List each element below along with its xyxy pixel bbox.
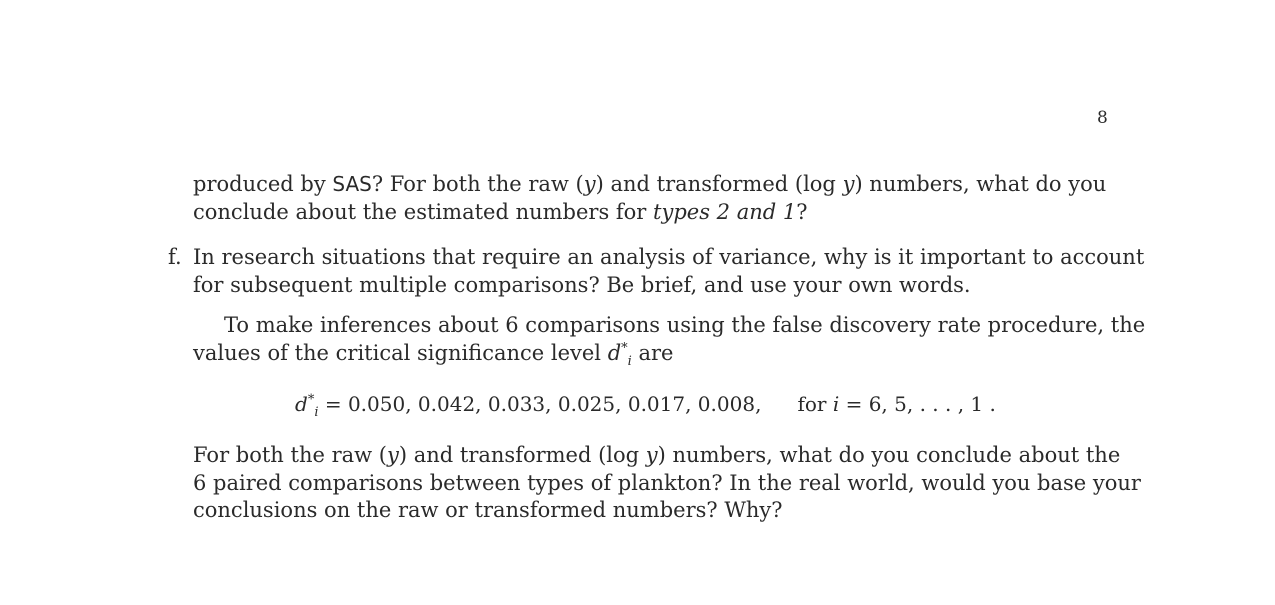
text-run: ? For both the raw ( xyxy=(371,172,584,196)
math-var: d xyxy=(295,392,308,416)
math-var: i xyxy=(832,392,840,416)
item-f-label: f. xyxy=(168,245,182,269)
math-var: y xyxy=(645,443,658,467)
formula-values: = 0.050, 0.042, 0.033, 0.025, 0.017, 0.008, xyxy=(318,392,762,416)
text-run: For both the raw ( xyxy=(193,443,387,467)
types-emphasis: types 2 and 1 xyxy=(653,200,797,224)
text-run: values of the critical significance level xyxy=(193,341,608,365)
intro-line-1: To make inferences about 6 comparisons using the false discovery rate procedure, the xyxy=(224,313,1146,337)
math-sup: * xyxy=(621,341,628,356)
text-run: ? xyxy=(796,200,808,224)
item-f-line-2: for subsequent multiple comparisons? Be brief, and use your own words. xyxy=(193,273,971,297)
page-number: 8 xyxy=(1097,108,1108,128)
text-run: conclude about the estimated numbers for xyxy=(193,200,654,224)
text-run: = 6, 5, . . . , 1 . xyxy=(839,392,996,416)
math-var: y xyxy=(583,172,596,196)
fdr-formula xyxy=(295,390,996,418)
math-var: y xyxy=(842,172,855,196)
math-sup: * xyxy=(307,392,315,408)
text-run: for xyxy=(797,392,833,416)
text-run: ) numbers, what do you conclude about the xyxy=(657,443,1121,467)
text-run: ) and transformed (log xyxy=(595,172,843,196)
item-f-line-1: In research situations that require an analysis of variance, why is it important to account xyxy=(193,245,1145,269)
question-line-2: 6 paired comparisons between types of plankton? In the real world, would you base your xyxy=(193,471,1141,495)
math-var: y xyxy=(386,443,399,467)
text-run: ) numbers, what do you xyxy=(854,172,1107,196)
question-line-1 xyxy=(193,441,1120,469)
item-e-line-2 xyxy=(193,198,807,226)
formula-range xyxy=(797,390,995,418)
question-line-3: conclusions on the raw or transformed numbers? Why? xyxy=(193,498,783,522)
math-var: d xyxy=(607,341,622,365)
item-e-line-1 xyxy=(193,170,1106,198)
text-run: produced by xyxy=(193,172,333,196)
math-sub: i xyxy=(314,405,319,420)
text-run: ) and transformed (log xyxy=(398,443,646,467)
intro-line-2 xyxy=(193,339,674,370)
sas-keyword: SAS xyxy=(332,172,372,196)
math-sub: i xyxy=(627,354,632,370)
text-run: are xyxy=(631,341,674,365)
